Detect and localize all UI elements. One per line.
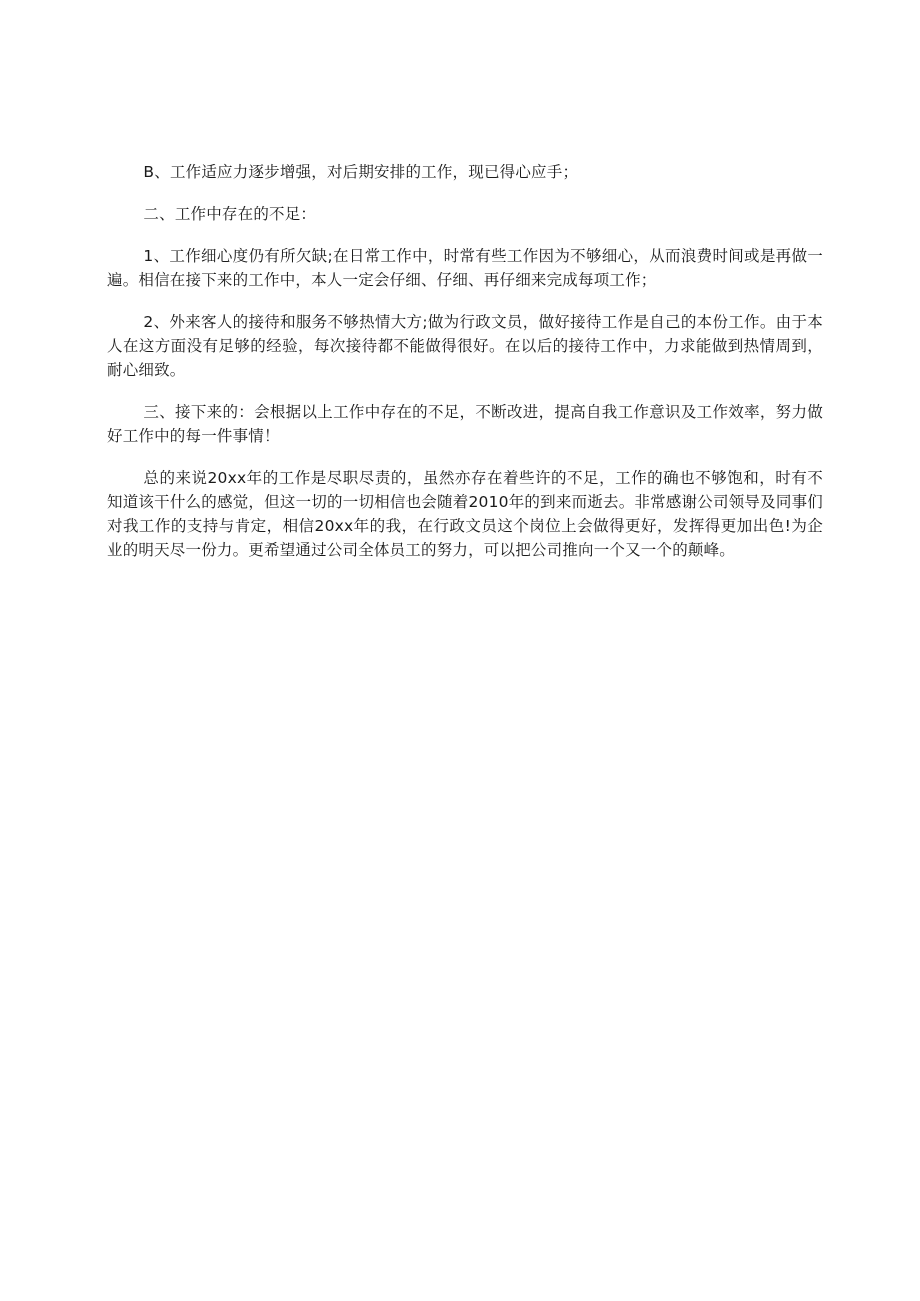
paragraph-summary: 总的来说20xx年的工作是尽职尽责的，虽然亦存在着些许的不足，工作的确也不够饱和，时有不知道该干什么的感觉，但这一切的一切相信也会随着2010年的到来而逝去。非常感谢公司领导及同事们对我工作的支持与肯定，相信20xx年的我，在行政文员这个岗位上会做得更好，发挥得更加出色!为企业的明天尽一份力。更希望通过公司全体员工的努力，可以把公司推向一个又一个的颠峰。 [107,469,823,559]
paragraph-shortcoming-1: 1、工作细心度仍有所欠缺;在日常工作中，时常有些工作因为不够细心，从而浪费时间或是再做一遍。相信在接下来的工作中，本人一定会仔细、仔细、再仔细来完成每项工作； [107,247,823,289]
section-heading-shortcomings: 二、工作中存在的不足： [143,205,317,223]
paragraph-shortcoming-2: 2、外来客人的接待和服务不够热情大方;做为行政文员，做好接待工作是自己的本份工作。由于本人在这方面没有足够的经验，每次接待都不能做得很好。在以后的接待工作中，力求能做到热情周到，耐心细致。 [107,313,823,379]
paragraph-next-steps: 三、接下来的：会根据以上工作中存在的不足，不断改进，提高自我工作意识及工作效率，努力做好工作中的每一件事情！ [107,403,823,445]
paragraph-b-adaptability: B、工作适应力逐步增强，对后期安排的工作，现已得心应手； [143,163,579,181]
document-body [107,160,823,562]
